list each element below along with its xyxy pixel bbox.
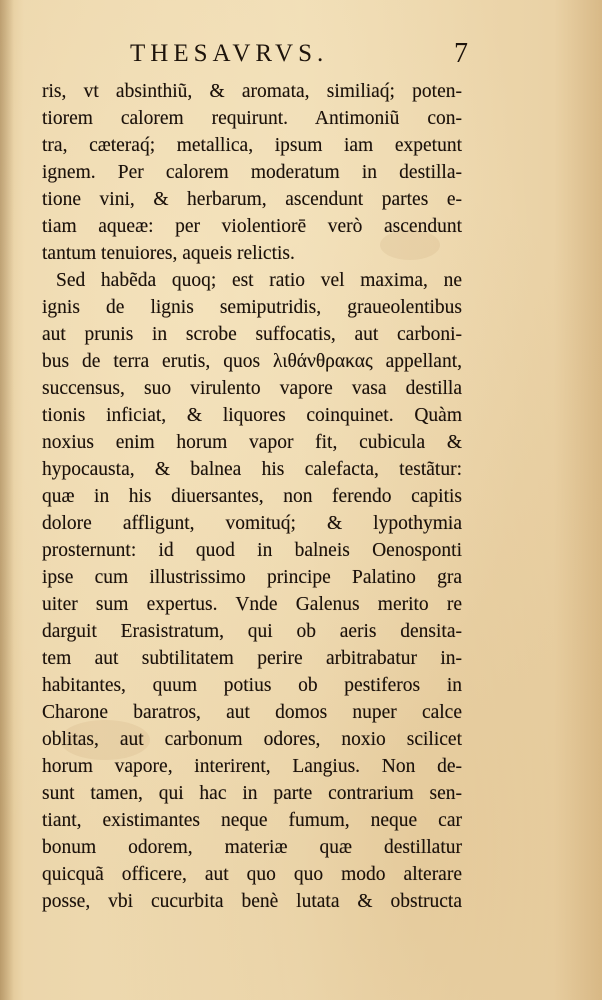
text-line: darguit Erasistratum, qui ob aeris densita- (42, 621, 462, 642)
text-line: Sed habẽda quoq; est ratio vel maxima, ne (56, 270, 462, 291)
text-line: noxius enim horum vapor fit, cubicula & (42, 432, 462, 453)
text-line: tiant, existimantes neque fumum, neque car (42, 810, 462, 831)
text-line: ignis de lignis semiputridis, graueolentibus (42, 297, 462, 318)
text-line: tionis inficiat, & liquores coinquinet. Quàm (42, 405, 462, 426)
text-line: tra, cæteraq́; metallica, ipsum iam expetunt (42, 135, 462, 156)
spine-shadow (0, 0, 14, 1000)
text-line: aut prunis in scrobe suffocatis, aut carboni- (42, 324, 462, 345)
body-text (42, 78, 462, 915)
page-header (118, 38, 468, 78)
text-line: oblitas, aut carbonum odores, noxio scilicet (42, 729, 462, 750)
text-line: horum vapore, interirent, Langius. Non de- (42, 756, 462, 777)
text-line: succensus, suo virulento vapore vasa destilla (42, 378, 462, 399)
text-line: tiorem calorem requirunt. Antimoniũ con- (42, 108, 462, 129)
text-line: dolore affligunt, vomituq́; & lypothymia (42, 513, 462, 534)
text-line: prosternunt: id quod in balneis Oenosponti (42, 540, 462, 561)
text-line: Charone baratros, aut domos nuper calce (42, 702, 462, 723)
text-line: uiter sum expertus. Vnde Galenus merito re (42, 594, 462, 615)
text-line: ignem. Per calorem moderatum in destilla- (42, 162, 462, 183)
text-line: tantum tenuiores, aqueis relictis. (42, 243, 295, 264)
text-line: tem aut subtilitatem perire arbitrabatur in- (42, 648, 462, 669)
text-line: sunt tamen, qui hac in parte contrarium sen- (42, 783, 462, 804)
text-line: tione vini, & herbarum, ascendunt partes e- (42, 189, 462, 210)
text-line: quicquã officere, aut quo quo modo alterare (42, 864, 462, 885)
page-number: 7 (454, 38, 468, 69)
text-line: ipse cum illustrissimo principe Palatino gra (42, 567, 462, 588)
text-line: habitantes, quum potius ob pestiferos in (42, 675, 462, 696)
text-line: posse, vbi cucurbita benè lutata & obstructa (42, 891, 462, 912)
text-line: bus de terra erutis, quos λιθάνθρακας appellant, (42, 351, 462, 372)
text-line: tiam aqueæ: per violentiorē verò ascendunt (42, 216, 462, 237)
text-line: hypocausta, & balnea his calefacta, testãtur: (42, 459, 462, 480)
text-line: bonum odorem, materiæ quæ destillatur (42, 837, 462, 858)
text-line: quæ in his diuersantes, non ferendo capitis (42, 486, 462, 507)
running-title: THESAVRVS. (130, 40, 329, 67)
text-line: ris, vt absinthiũ, & aromata, similiaq́; poten- (42, 81, 462, 102)
